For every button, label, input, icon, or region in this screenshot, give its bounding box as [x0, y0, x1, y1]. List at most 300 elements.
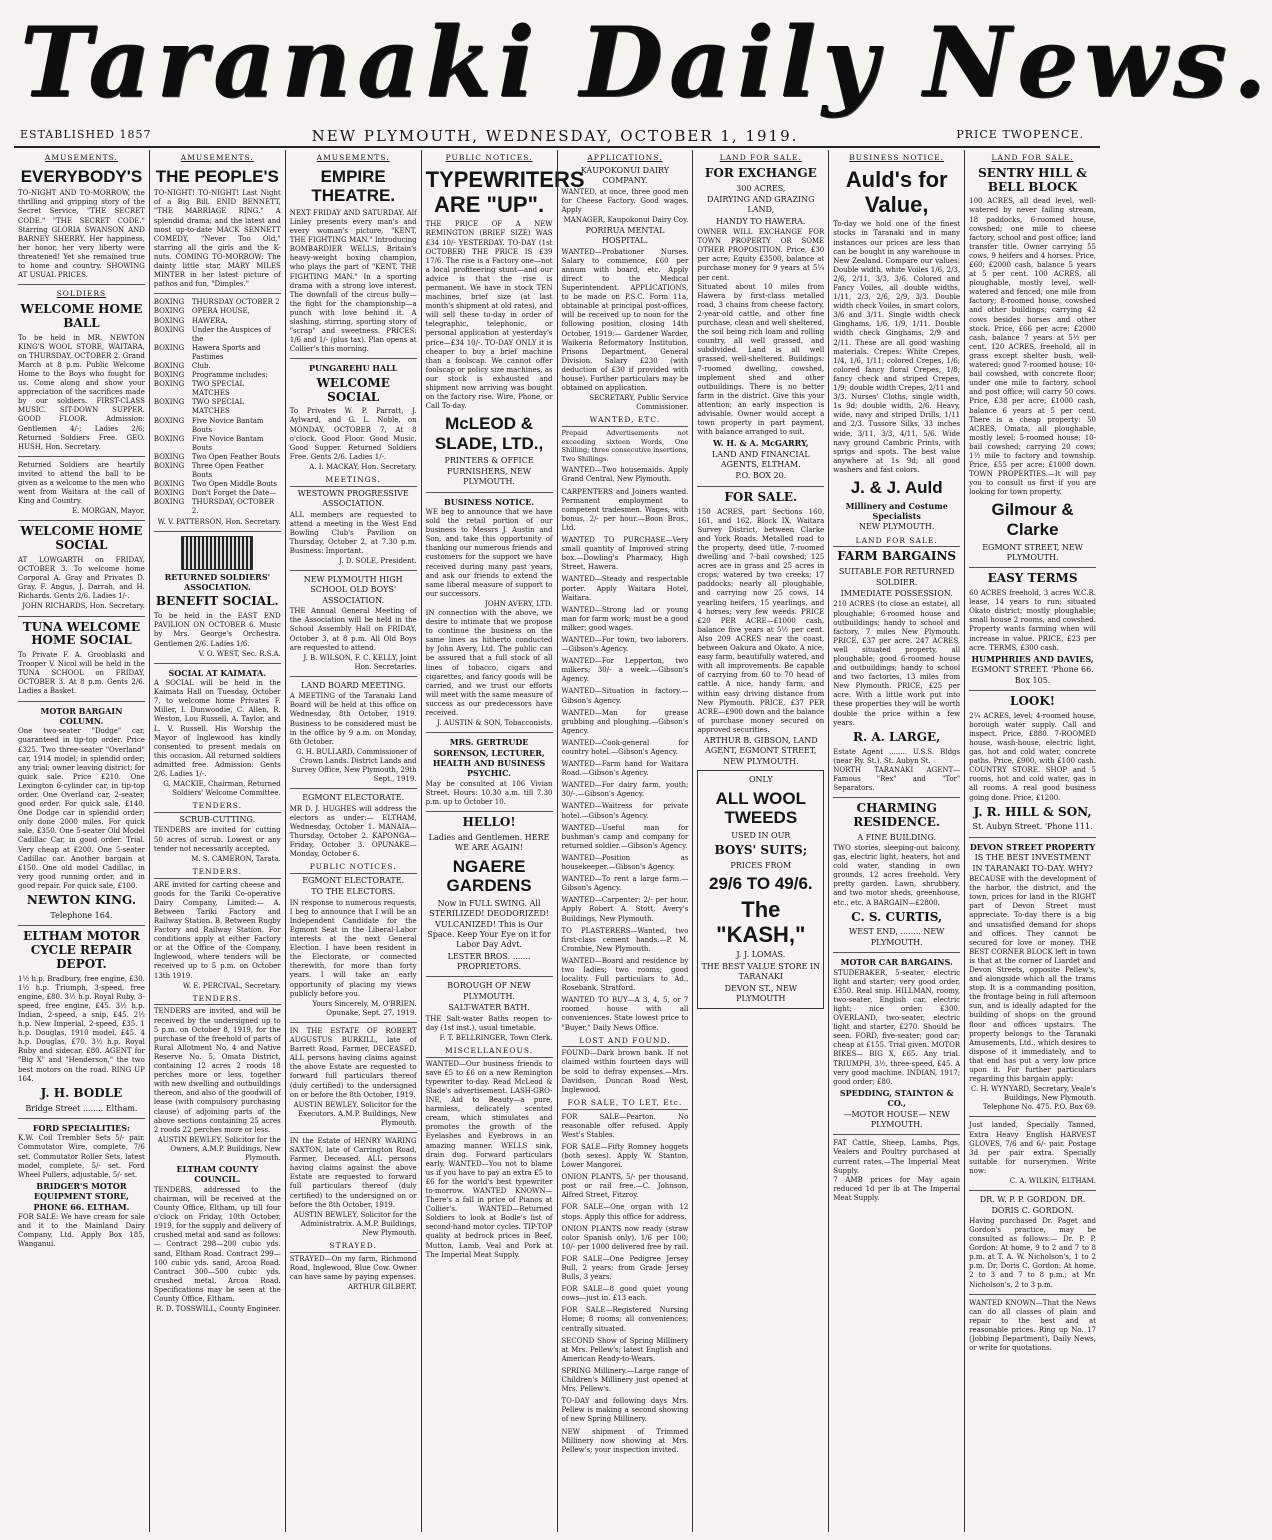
ad-title: WELCOME SOCIAL: [316, 375, 390, 404]
classified-item: FOR SALE—Fifty Romney hoggets (both sexes). Apply W. Stanton, Lower Mangorei.: [561, 1142, 689, 1170]
ad-title: FOR SALE.: [724, 489, 798, 504]
ad-body: To Private F. A. Grooblaski and Trooper V. Nicol will be held in the TUNA SCHOOL on FRIDAY, OCTOBER 3. At 8 p.m. Gents 2/6. Ladies a Basket.: [18, 651, 145, 696]
classified-item: CARPENTERS and Joiners wanted. Permanent employment to competent tradesmen. Wages, with bonus, 2/- per hour.—Boon Bros., Ltd.: [561, 487, 689, 532]
ad-body: A SOCIAL will be held in the Kaimata Hall on Tuesday, October 7, to welcome home Privates F. Miller, I. Dunwoodie, C. Allen, R. Weston, Lou Russell, A. Taylor, and L. V. Russell. His Worship the Mayor of Inglewood has kindly consented to present medals on this occasion. All returned soldiers admitted free. Admission: Gents 2/6. Ladies 1/-.: [153, 679, 281, 779]
ad-signature: AUSTIN BEWLEY, Solicitor for the Administratrix. A.M.P. Buildings, New Plymouth.: [293, 1210, 417, 1237]
boxing-row: [154, 326, 281, 344]
boxing-cell: BOXING: [153, 325, 185, 334]
divider: [154, 531, 281, 532]
boxing-cell: BOXING: [153, 361, 185, 370]
boxing-row: [154, 435, 281, 453]
ad-address: Bridge Street ........ Eltham.: [25, 1103, 138, 1113]
ad-signature: F. T. BELLRINGER, Town Clerk.: [439, 1033, 553, 1042]
boxing-cell: Club.: [191, 361, 211, 370]
section-head: AMUSEMENTS.: [180, 153, 254, 162]
ad-signature: JOHN RICHARDS, Hon. Secretary.: [22, 602, 145, 611]
ad-signature: ARTHUR GILBERT.: [347, 1283, 417, 1292]
column-6: [692, 150, 828, 1532]
section-head: LAND FOR SALE.: [719, 153, 802, 162]
ad-body: ARE invited for carting cheese and goods for the Tariki Co-operative Dairy Company, Limited:— A. Between Tariki Factory and Railway Station. B. Between Rugby Factory and Railway Station. For conditions apply at either Factory or at the Office of the Company, Inglewood, where tenders will be received up to 5 p.m. on October 13th 1919.: [153, 880, 281, 980]
ad-subtitle: LAND AND FINANCIAL AGENTS, ELTHAM.: [711, 449, 810, 470]
section-head: WANTED, ETC.: [562, 415, 689, 427]
ad-body: FAT Cattle, Sheep, Lambs, Pigs, Vealers and Poultry purchased at current rates.—The Imperial Meat Supply.: [833, 1139, 961, 1175]
ad-body: FOR SALE: We have cream for sale and it to the Mainland Dairy Company, Ltd. Apply Box 185, Wanganui.: [18, 1212, 145, 1249]
masthead-title: Taranaki Daily News.: [20, 6, 1272, 119]
columns: [14, 150, 1100, 1532]
boxing-row: [154, 398, 281, 416]
section-head: PUBLIC NOTICES.: [290, 862, 417, 874]
boxing-cell: BOXING: [153, 298, 185, 307]
ad-body: 7 AMB prices for May again reduced 1d per lb at The Imperial Meat Supply.: [833, 1175, 961, 1202]
notice-signature: E. MORGAN, Mayor.: [72, 507, 145, 516]
ad-title: WELCOME HOME BALL: [20, 301, 143, 330]
boxing-cell: BOXING: [153, 316, 185, 325]
ad-body: WANTED KNOWN—That the News can do all classes of plain and repair to the best and at reasonable prices. Ring up No. 17 (Jobbing Department), Daily News, or write for quotations.: [969, 1298, 1096, 1353]
divider: [18, 701, 145, 702]
ad-title: BRIDGER'S MOTOR EQUIPMENT STORE, PHONE 66. ELTHAM.: [33, 1180, 130, 1212]
ad-signature: V. O. WEST, Sec. R.S.A.: [198, 649, 281, 658]
classified-item: WANTED—For town, two laborers.—Gibson's Agency.: [561, 635, 689, 654]
boxing-cell: HAWERA,: [191, 316, 228, 325]
ad-subtitle: ONLY: [748, 775, 773, 785]
classified-item: FOR SALE—Registered Nursing Home; 8 rooms; all conveniences; centrally situated.: [561, 1306, 689, 1333]
section-head: LOST AND FOUND.: [562, 1036, 689, 1048]
ad-body: Situated about 10 miles from Hawera by first-class metalled road, 3 chains from cheese factory, 2-year-old cattle, and other fine purchase, clean and well sheltered, the soil being rich loam and rolling country, all well grassed, and subdivided. Land is all well grassed, well-sheltered. Buildings: 7-roomed dwelling, cowshed, implement shed and other outbuildings. There is no better farm in the district. Give this your attention; an early inspection is advisable. Owner would accept a town property in part payment, with balance arranged to suit.: [697, 282, 825, 437]
ad-body: FOUND—Dark brown bank. If not claimed within fourteen days will be sold to defray expenses.—Mrs. Davidson, Duncan Road West, Inglewood.: [561, 1049, 689, 1094]
ad-title: NEWTON KING.: [26, 893, 136, 908]
ad-body: Estate Agent ........ U.S.S. Bldgs (near Ry. St.). St. Aubyn St.: [833, 747, 961, 765]
ad-title: NEW PLYMOUTH HIGH SCHOOL OLD BOYS' ASSOCIATION.: [303, 575, 403, 605]
ad-title: W. H. & A. McGARRY,: [713, 438, 809, 449]
boxing-cell: Programme includes:: [191, 371, 268, 380]
classified-item: WANTED—Carpenter; 2/- per hour. Apply Robert A. Stott, Avery's Buildings, New Plymouth.: [561, 896, 689, 923]
classified-item: WANTED—Useful man for bushman's camp and company for returned soldier.—Gibson's Agency.: [561, 823, 689, 850]
boxing-row: [154, 344, 281, 362]
ad-body: ALL members are requested to attend a meeting in the West End Bowling Club's Pavilion on Thursday, October 2, at 7.30 p.m. Business: Important.: [289, 510, 417, 555]
ad-body: Having purchased Dr. Paget and Gordon's practice, may be consulted as follows:— Dr. P. P. Gordon: At home, 9 to 2 and 7 to 8 p.m. at T. A. W. Nicholson's, 1 to 2 p.m. Dr. Doris C. Gordon: At home, 2 to 3 and 7 to 8 p.m.; at Mr. Nicholson's, 2 to 3 p.m.: [969, 1216, 1096, 1289]
section-head: BUSINESS NOTICE.: [444, 496, 535, 507]
divider: [18, 1118, 145, 1119]
ad-signature: SECRETARY, Public Service Commissioner.: [589, 394, 689, 412]
ad-title: The "KASH,": [716, 896, 806, 948]
ad-title: PORIRUA MENTAL HOSPITAL.: [585, 225, 665, 246]
wanted-list: [562, 466, 689, 1032]
ad-intro: Prepaid Advertisements not exceeding sixteen Words, One Shilling; three consecutive insertions, Two Shillings.: [561, 429, 689, 463]
ad-body: Now in FULL SWING. All STERILIZED! DEODORIZED! VULCANIZED! This is Our Space. Keep Your Eye on it for Labor Day Advt.: [427, 898, 551, 950]
divider: [969, 1190, 1096, 1191]
ad-subtitle: IS THE BEST INVESTMENT IN TARANAKI TO-DAY. WHY?: [972, 853, 1093, 873]
boxing-row: [154, 307, 281, 316]
classified-item: FOR SALE—8 good quiet young cows—just in. £13 each.: [561, 1285, 689, 1303]
ad-title: MOTOR CAR BARGAINS.: [840, 957, 953, 968]
ad-title: WELCOME HOME SOCIAL: [20, 524, 143, 553]
ad-signature: G. MACKIE, Chairman, Returned Soldiers' Welcome Committee.: [163, 780, 281, 798]
ad-body: TENDERS, addressed to the chairman, will be received at the County Office, Eltham, up till four o'clock on Friday, 10th October, 1919, for the supply and delivery of crushed metal and sand as follows:— Contract 298—200 cubic yds. sand, Eltham Road. Contract 299—100 cubic yds. sand, Arcoa Road. Contract 300—500 cubic yds. crushed metal, Arcoa Road. Specifications may be seen at the County Office, Eltham.: [153, 1185, 281, 1303]
ad-address: EGMONT STREET. 'Phone 66. Box 105.: [971, 665, 1094, 685]
classified-item: TO-DAY and following days Mrs. Pellew is making a second showing of new Spring Millinery.: [561, 1397, 689, 1424]
ad-body: WANTED, at once, three good men for Cheese Factory. Good wages. Apply: [561, 187, 689, 214]
ad-body: THE BEST VALUE STORE IN TARANAKI: [701, 961, 821, 982]
boxing-row: [154, 371, 281, 380]
ad-body: To be held in the EAST END PAVILION ON OCTOBER 6. Music by Mrs. George's Orchestra. Gentlemen 2/6. Ladies 1/6.: [153, 612, 281, 648]
boxing-cell: BOXING: [153, 498, 185, 507]
ad-title: HUMPHRIES AND DAVIES,: [971, 653, 1094, 664]
ad-body: 210 ACRES (to close an estate), all ploughable; 6-roomed house and outbuildings; handy to school and factory, 7 miles New Plymouth. PRICE, £37 per acre. 247 ACRES, well situated property, all ploughable; good 6-roomed house and outbuildings; handy to school and two factories, 13 miles from New Plymouth. PRICE, £25 per acre. With a little work put into these properties they will be worth double the price within a few years.: [833, 600, 961, 727]
ad-subtitle: SUITABLE FOR RETURNED SOLDIER.: [838, 567, 955, 587]
ad-title: FOR EXCHANGE: [704, 165, 817, 180]
boxing-cell: Two Open Middle Bouts: [191, 480, 278, 489]
ad-body: To Privates W. P. Parratt, J. Aylward, and G. L. Noble, on MONDAY, OCTOBER 7, At 8 o'clock. Good Floor. Good Music. Good Supper. Returned Soldiers Free. Gents 2/6. Ladies 1/-.: [289, 407, 417, 461]
dateline: NEW PLYMOUTH, WEDNESDAY, OCTOBER 1, 1919.: [311, 127, 799, 145]
classified-item: WANTED—Man for grease grubbing and ploughing.—Gibson's Agency.: [561, 708, 689, 735]
boxing-row: [154, 362, 281, 371]
ad-title: MRS. GERTRUDE SORENSON, LECTURER, HEALTH AND BUSINESS PSYCHIC.: [432, 737, 546, 779]
classified-item: ONION PLANTS now ready (straw color Spanish only), 1/6 per 100; 10/- per 1000 delivered free by rail.: [561, 1224, 689, 1251]
ad-body: WE beg to announce that we have sold the retail portion of our business to Messrs J. Austin and Son, and take this opportunity of thanking our numerous friends and customers for the support we have received during many past years, and ask our friends to extend the same liberal measure of support to our successors.: [425, 507, 553, 598]
classified-item: NEW shipment of Trimmed Millinery now showing at Mrs. Pellew's; your inspection invited.: [561, 1427, 689, 1454]
section-head: APPLICATIONS.: [587, 153, 663, 162]
divider: [18, 284, 145, 285]
boxing-cell: TWO SPECIAL MATCHES: [191, 380, 245, 398]
boxing-row: [154, 298, 281, 307]
ad-subtitle: J. J. LOMAS.: [736, 950, 786, 960]
boxing-row: [154, 498, 281, 516]
ad-signature: Yours Sincerely, M. O'BRIEN. Opunake, Sept. 27, 1919.: [312, 999, 417, 1017]
ad-signature: ARTHUR B. GIBSON, LAND AGENT, EGMONT STREET, NEW PLYMOUTH.: [703, 735, 818, 766]
ad-title: TUNA WELCOME HOME SOCIAL: [22, 619, 141, 648]
ad-title: PUNGAREHU HALL: [308, 363, 398, 374]
boxing-cell: Under the Auspices of the: [191, 325, 271, 343]
ad-body: K.W. Coil Trembler Sets 5/- pair. Commutator Wire, complete, 7/6 set. Commutator Roller Sets, latest model, complete, 5/- set. Ford Wheel Pullers, adjustable, 5/- set.: [18, 1134, 145, 1179]
ad-signature: W. E. PERCIVAL, Secretary.: [182, 981, 281, 990]
classified-item: WANTED—Steady and respectable porter. Apply Waitara Hotel, Waitara.: [561, 575, 689, 602]
divider: [290, 1132, 417, 1133]
ad-title: McLEOD & SLADE, LTD.,: [434, 414, 544, 453]
ad-title: DEVON STREET PROPERTY: [969, 841, 1096, 852]
boxing-cell: BOXING: [153, 416, 185, 425]
ad-body: IN the Estate of HENRY WARING SAXTON, late of Carrington Road, Farmer, Deceased. ALL persons having claims against the above Estate are requested to forward full particulars thereof (duly certified) to the undersigned on or before the 8th October, 1919.: [289, 1136, 417, 1209]
ad-title: DR. W. P. P. GORDON. DR. DORIS C. GORDON.: [979, 1195, 1086, 1215]
boxing-row: [154, 480, 281, 489]
ad-signature: MANAGER, Kaupokonui Dairy Coy.: [563, 215, 689, 224]
divider: [290, 676, 417, 677]
ad-title: SENTRY HILL & BELL BLOCK: [978, 165, 1088, 194]
ad-title: BENEFIT SOCIAL.: [155, 594, 279, 609]
boxing-cell: BOXING: [153, 371, 185, 380]
ad-title: THE PEOPLE'S: [155, 166, 279, 186]
ad-title: NGAERE GARDENS: [446, 856, 532, 896]
ad-body: 1½ h.p. Bradbury, free engine, £30. 1½ h.p. Triumph, 3-speed, free engine, £80. 3½ h.p. Royal Ruby, 3-speed, free engine, £45. 3½ h.p. Indian, 2-speed, a snip, £45. 2½ h.p. New Imperial, 2-speed, £35. 1 h.p. Douglas, 1910 model, £45. 4 h.p. Douglas, £70. 3½ h.p. Royal Ruby and sidecar, £80. AGENT for "Big X" and "Henderson," the two best motors on the road. RING UP 164.: [18, 974, 145, 1083]
ad-title: J. & J. Auld: [850, 477, 943, 497]
ad-body: IN THE ESTATE OF ROBERT AUGUSTUS BURKILL, late of Barrett Road, Farmer, DECEASED. ALL persons having claims against the above Estate are requested to forward full particulars thereof (duly certified) to the undersigned on or before the 8th October, 1919.: [289, 1026, 417, 1099]
column-8: [964, 150, 1100, 1532]
boxing-cell: TWO SPECIAL MATCHES: [191, 398, 245, 416]
classified-item: FOR SALE—Pearton. No reasonable offer refused. Apply West's Stables.: [561, 1112, 689, 1139]
boxing-row: [154, 462, 281, 480]
ad-title: Gilmour & Clarke: [991, 500, 1074, 539]
divider: [969, 1294, 1096, 1295]
boxing-cell: Five Novice Bantam Bouts: [191, 434, 264, 452]
ad-title: LOOK!: [1010, 693, 1056, 708]
ad-title: ALL WOOL TWEEDS: [715, 788, 806, 828]
classified-item: FOR SALE—One Pedigree Jersey Bull, 2 years; from Grade Jersey Bulls, 3 years.: [561, 1254, 689, 1282]
boxing-cell: BOXING: [153, 307, 185, 316]
boxing-cell: BOXING: [153, 480, 185, 489]
ad-address: WEST END, ........ NEW PLYMOUTH.: [848, 927, 945, 947]
column-2: [149, 150, 285, 1532]
divider: [697, 486, 824, 487]
divider: [969, 1116, 1096, 1117]
ad-title: J. R. HILL & SON,: [973, 804, 1092, 819]
section-head: SOLDIERS: [56, 289, 107, 299]
ad-signature: W. V. PATTERSON, Hon. Secretary.: [157, 517, 281, 526]
ad-signature: C. H. WYNYARD, Secretary, Veale's Buildings, New Plymouth. Telephone No. 475. P.O. Box 69.: [970, 1085, 1096, 1112]
ad-subtitle: Ladies and Gentlemen. HERE WE ARE AGAIN!: [428, 832, 550, 853]
divider: [833, 952, 960, 953]
kash-ad: [697, 770, 824, 1009]
ad-body: 60 ACRES freehold, 3 acres W.C.R. lease, 14 years to run; situated Okato district; mostly ploughable; small house 2 rooms, and cowshed. Property wants farming when will increase in value. PRICE, £23 per acre. TERMS, £300 cash.: [969, 589, 1096, 652]
divider: [833, 1134, 960, 1135]
ad-subtitle: PRINTERS & OFFICE FURNISHERS, NEW PLYMOUTH.: [444, 456, 534, 487]
boxing-cell: Two Open Feather Bouts: [191, 452, 280, 461]
classified-item: TO PLASTERERS—Wanted, two first-class cement hands.—P. M. Crombie, New Plymouth.: [561, 926, 689, 953]
ad-subtitle: 300 ACRES,: [736, 183, 786, 193]
ad-body: TENDERS are invited, and will be received by the undersigned up to 5 p.m. on October 8, 1919, for the purchase of the freehold of parts of Rural Allotment No. 4 and Native Reserve No. 5, Omata District, containing 12 acres 2 roods 18 perches more or less, together with new dwelling and outbuildings thereon, and also of the goodwill of lease (with compulsory purchasing clause) of adjoining parts of the above sections containing 25 acres 2 roods 22 perches more or less.: [153, 1007, 281, 1134]
classified-item: WANTED—To rent a large farm.—Gibson's Agency.: [561, 875, 689, 893]
boxing-cell: BOXING: [153, 452, 185, 461]
ad-body: TWO stories, sleeping-out balcony, gas, electric light, heaters, hot and cold water, standing in own grounds, 12 acres freehold. Very pretty garden. Lawn, shrubbery, and two motor sheds, greenhouse, etc., etc. A BARGAIN—£2800.: [833, 843, 961, 907]
section-head: LAND FOR SALE.: [833, 536, 960, 548]
ad-subtitle: PRICES FROM: [730, 860, 792, 870]
boxing-cell: Five Novice Bantam Bouts: [191, 416, 264, 434]
boxing-cell: BOXING: [153, 398, 185, 407]
boxing-cell: BOXING: [153, 489, 185, 498]
divider: [833, 797, 960, 798]
divider: [426, 976, 553, 977]
ad-title: EMPIRE THEATRE.: [311, 166, 396, 206]
ad-body: NORTH TARANAKI AGENT— Famous "Rex" and "Tor" Separators.: [833, 765, 961, 792]
ad-body: 100 ACRES, all dead level, well-watered by never failing stream, 18 paddocks, 6-roomed house, cowshed; one mile to cheese factory, school and post office; land transfer title. Owner carrying 55 cows, 9 heifers and 4 horses. Price, £60; £2000 cash, balance 5 years at 5 per cent. 100 ACRES, all ploughable, mostly level, well-watered and fenced; one mile from factory; 8-roomed house, cowshed and other buildings; carrying 42 cows besides horses and other stock. Price, £66 per acre; £2000 cash, balance 7 years at 5½ per cent. 120 ACRES, freehold, all in grass except shelter bush, well-watered; good 7-roomed house; 10-bail cowshed, with concrete floor; under one mile to factory, school and post office; will carry 50 cows. Price, £38 per acre; £1000 cash, balance 6 years at 5 per cent. There is a cheap property: 50 ACRES, Omata, all ploughable, mostly level; 5-roomed house; 10-bail cowshed; carrying 20 cows; 1½ mile to factory and township. Price, £55 per acre; £1000 down. TOWN PROPERTIES.—It will pay you to consult us first if you are looking for town property.: [969, 197, 1096, 497]
boxing-row: [154, 417, 281, 435]
ad-address: EGMONT STREET, NEW PLYMOUTH.: [982, 542, 1083, 562]
ad-body: WANTED—Our business friends to save £5 to £6 on a new Remington typewriter to-day. Read McLeod & Slade's advertisement. LASH-GRO-INE, Aid to Beauty—a pure, harmless, delicately scented cream, which stimulates and promotes the growth of the Eyelashes and Eyebrows in an amazing manner. WELLS sink, drain dug. Forward particulars early. WANTED—You not to blame us if you have to pay an extra £5 to £6 for the world's best typewriter to-morrow. WANTED KNOWN—There's a fall in price of Pianos at Collier's. WANTED—Returned Soldiers to look at Bodle's list of second-hand motor cycles. TIP-TOP quality at bedrock prices in Beef, Mutton, Lamb, Veal and Pork at The Imperial Meat Supply.: [425, 1059, 553, 1259]
classified-item: WANTED—Farm hand for Waitara Road.—Gibson's Agency.: [561, 760, 689, 778]
ad-body: One two-seater "Dodge" car, guaranteed in tip-top order. Price £325. Two three-seater "Overland" car, 1914 model; in splendid order; any trial; owner leaving district; for quick sale. Price £210. One Lexington 6-cylinder car, in tip-top order. One Overland car, 2-seater, good order. For quick sale, £140. One Dodge car in splendid order; only done 2000 miles. For quick sale, £350. One 5-seater Old Model Cadillac Car, in good order. Trial. Very cheap at £200. One 5-seater Cadillac car. Another bargain at £150. One old model Cadillac, in very good running order, and in good repair. For quick sale, £100.: [18, 727, 145, 890]
section-head: STRAYED.: [290, 1241, 417, 1253]
ad-title: EGMONT ELECTORATE.: [302, 875, 405, 885]
ad-subtitle: P.O. BOX 20.: [735, 471, 787, 481]
ad-body: STRAYED—On my farm, Richmond Road, Inglewood, Blue Cow. Owner can have same by paying expenses.: [289, 1254, 417, 1281]
classified-item: WANTED—Cook-general for country hotel.—Gibson's Agency.: [561, 738, 689, 756]
ad-body: NEXT FRIDAY AND SATURDAY. Alf Linley presents every man's and every woman's picture, "KENT, THE FIGHTING MAN." Introducing BOMBARDIER WELLS, Britain's heavy-weight boxing champion, who plays the part of "KENT, THE FIGHTING MAN." In a sporting drama with a strong love interest. The downfall of the circus bully—the fight for the championship—a punch with love behind it. A slashing, stirring, sporting story of "scrap" and sweetness. PRICES: 1/6 and 1/- (plus tax). Plan opens at Collier's this morning.: [289, 208, 417, 354]
ad-subtitle: TO THE ELECTORS.: [311, 887, 396, 897]
divider: [290, 358, 417, 359]
ad-title: BOROUGH OF NEW PLYMOUTH.: [447, 981, 531, 1001]
column-7: [828, 150, 964, 1532]
ad-title: ELTHAM COUNTY COUNCIL.: [176, 1164, 259, 1185]
ad-subtitle: DAIRYING AND GRAZING LAND,: [707, 194, 815, 215]
boxing-row: [154, 380, 281, 398]
ad-body: A MEETING of the Taranaki Land Board will be held at this office on Wednesday, 8th October, 1919. Business to be considered must be in the office by 9 a.m. on Monday, 6th October.: [289, 692, 417, 746]
ad-body: IN response to numerous requests, I beg to announce that I will be an Independent Candidate for the Egmont Seat in the Liberal-Labor interests at the next General Election. I have been resident in the Electorate, or connected therewith, for more than forty years. I will take an early opportunity of placing my views publicly before you.: [289, 898, 417, 998]
ad-title: LAND BOARD MEETING.: [300, 680, 406, 690]
ad-signature: A. I. MACKAY, Hon. Secretary.: [309, 462, 417, 471]
ad-body: THE Annual General Meeting of the Association will be held in the School Assembly Hall on FRIDAY, October 3, at 8 p.m. All Old Boys are requested to attend.: [289, 607, 417, 652]
ad-title: EGMONT ELECTORATE.: [302, 793, 405, 803]
ad-title: R. A. LARGE,: [853, 729, 941, 744]
divider: [426, 732, 553, 733]
ad-title: SPEDDING, STAINTON & CO.,: [839, 1087, 954, 1109]
ad-signature: J. D. SOLE, President.: [339, 556, 417, 565]
boxing-cell: OPERA HOUSE,: [191, 307, 250, 316]
classified-item: WANTED—Two housemaids. Apply Grand Central, New Plymouth.: [561, 466, 689, 484]
ad-subtitle: HANDY TO HAWERA.: [716, 216, 806, 226]
ad-title: HELLO!: [462, 815, 516, 830]
ad-body: TO-NIGHT! TO-NIGHT! Last Night of a Big Bill. ENID BENNETT, "THE MARRIAGE RING." A splendid drama; and the latest and most up-to-date MACK SENNETT COMEDY, "Never Too Old," starring all the girls and the K-nuts. COMING TO-MORROW: The dainty little star, MARY MILES MINTER in her latest picture of pathos and fun, "Dimples.": [153, 189, 281, 289]
divider: [426, 811, 553, 812]
classified-item: WANTED—Strong lad or young man for farm work; must be a good milker; good wages.: [561, 605, 689, 632]
column-5: [557, 150, 693, 1532]
ad-body: Just landed, Specially Tanned, Extra Heavy English HARVEST GLOVES, 7/6 and 6/- pair. Postage 3d per pair extra. Specially suitable for nurserymen. Write now:: [969, 1121, 1096, 1175]
ad-body: OWNER WILL EXCHANGE FOR TOWN PROPERTY OR SOME OTHER PROPOSITION. Price, £30 per acre; Equity £3500, balance at purchase money for 9 years at 5¼ per cent.: [697, 228, 825, 282]
classified-item: WANTED—Situation in factory.—Gibson's Agency.: [561, 687, 689, 705]
ad-title: WESTOWN PROGRESSIVE ASSOCIATION.: [297, 488, 409, 509]
classified-item: SPRING Millinery.—Large range of Children's Millinery just opened at Mrs. Pellew's.: [561, 1366, 689, 1394]
ad-signature: LESTER BROS. ....... PROPRIETORS.: [447, 951, 531, 972]
boxing-cell: THURSDAY, OCTOBER 2.: [191, 498, 275, 516]
divider: [969, 567, 1096, 568]
section-head: FORD SPECIALITIES:: [32, 1122, 130, 1133]
ad-subtitle: A FINE BUILDING.: [857, 832, 937, 842]
ad-subtitle: IMMEDIATE POSSESSION.: [840, 589, 953, 599]
classified-item: WANTED TO BUY—A 3, 4, 5, or 7 roomed house with all conveniences. State lowest price to "Buyer," Daily News Office.: [561, 996, 689, 1032]
classified-item: SECOND Show of Spring Millinery at Mrs. Pellew's; latest English and American Ready-to-Wears.: [561, 1336, 689, 1363]
ad-title: EVERYBODY'S: [20, 166, 143, 186]
section-head: LAND FOR SALE.: [991, 153, 1074, 162]
ad-body: BECAUSE with the development of the harbor, the district, and the town, prices for land in the RIGHT part of Devon Street must appreciate. To-day there is a big and unsatisfied demand for shops and offices. They cannot be secured for love or money. THE BEST CORNER BLOCK left in town is that at the corner of Liardet and Devon Streets, opposite Pellew's, and alongside which all the trams stop. It is a commanding position, the frontage being in full afternoon sun, and is ideally adapted for the building of shops on the ground floor and offices upstairs. The property belongs to the Taranaki Amusements, Ltd., which desires to dispose of it immediately, and to that end has put a very low price upon it. For further particulars regarding this bargain apply:: [969, 875, 1097, 1084]
divider: [154, 293, 281, 294]
divider: [18, 925, 145, 926]
ad-body: May be consulted at 106 Vivian Street. Hours: 10.30 a.m. till 7.30 p.m. up to October 10.: [425, 779, 553, 806]
classified-item: WANTED—Position as housekeeper.—Gibson's Agency.: [561, 853, 689, 872]
ad-address: DEVON ST., NEW PLYMOUTH: [724, 983, 797, 1003]
masthead: [0, 0, 1272, 145]
ad-body: TO-NIGHT AND TO-MORROW, the thrilling and gripping story of the Secret Service, "THE SECRET CODE." "THE SECRET CODE." Starring GLORIA SWANSON AND BARNEY SHERRY. Her happiness, her honor, her very liberty were threatened! Yet she remained true to home and country. SHOWING AT USUAL PRICES.: [18, 189, 145, 280]
classified-item: WANTED—Waitress for private hotel.—Gibson's Agency.: [561, 802, 689, 820]
ad-signature: R. D. TOSSWILL, County Engineer.: [156, 1305, 281, 1314]
ad-title: SOCIAL AT KAIMATA.: [168, 667, 267, 678]
ad-body: THE Salt-water Baths reopen to-day (1st inst.), usual timetable.: [425, 1014, 553, 1032]
boxing-cell: Don't Forget the Date—: [191, 489, 277, 498]
ad-signature: J. AUSTIN & SON, Tobacconists.: [437, 719, 553, 728]
ad-signature: AUSTIN BEWLEY, Solicitor for the Executors. A.M.P. Buildings, New Plymouth.: [293, 1100, 417, 1127]
ad-body: MR D. J. HUGHES will address the electors as under:— ELTHAM, Wednesday, October 1. MANAIA—Thursday, October 2. KAPONGA—Friday, October 3. OPUNAKE—Monday, October 6.: [289, 804, 417, 859]
section-head: TENDERS.: [154, 867, 281, 879]
classified-item: FOR SALE—One organ with 12 stops. Apply this office for address.: [561, 1203, 689, 1221]
ad-title: EASY TERMS: [987, 571, 1078, 586]
ad-title: C. S. CURTIS,: [851, 909, 943, 924]
ad-body: STUDEBAKER, 5-seater, electric light and starter; very good order, £350. Real snip. HILLMAN, roomy, two-seater, English car, electric light; nice order; £300. OVERLAND, two-seater, electric light and starter, £270. Should be seen. FORD, five-seater; good car; cheap at £155. Trial given. MOTOR BIKES— BIG X, £65. Any trial. TRIUMPH, 3½, three-speed, £45. A very good machine. INDIAN, 1917; good order; £80.: [833, 968, 961, 1086]
sale-list: [562, 1113, 689, 1455]
ad-title: CHARMING RESIDENCE.: [853, 800, 941, 829]
established-line: ESTABLISHED 1857: [20, 128, 152, 141]
ad-title: ELTHAM MOTOR CYCLE REPAIR DEPOT.: [23, 929, 140, 971]
ad-title: SCRUB-CUTTING.: [179, 815, 256, 825]
section-head: FOR SALE, TO LET, Etc.: [562, 1098, 689, 1110]
section-head: TENDERS.: [154, 994, 281, 1006]
ad-title: TYPEWRITERS ARE "UP".: [425, 166, 585, 218]
ad-subtitle: USED IN OUR: [731, 830, 791, 840]
ad-body: To-day we hold one of the finest stocks in Taranaki and in many instances our prices are less than can be bought in any warehouse in New Zealand. Compare our values: Double width, white Voiles 1/6, 2/3, 2/6, 2/11, 3/3, 3/6. Colored and Fancy Voiles, all double widths, 1/11, 2/3, 2/6, 2/9, 3/3. Double width check Voiles, in smart colors, 3/6 and 3/11. Single width check Ginghams, 1/6, 1/9, 1/11. Double width check Ginghams, 2/9 and 2/11. These are all good washing materials. Crepes: White Crepes, 1/4, 1/6, 1/11; colored Crepes, 1/6; colored fancy floral Crepes, 1/8; fancy check and striped Crepes, 1/9; double width Crepes, 2/11 and 3/3. Nurses' Cloths, single width, 1s 9d; double width, 2/6. Heavy, wide, navy and striped Drills, 1/11 and 2/3. Tussore Silks, 33 inches wide, 3/11, 3/3, 4/11, 5/6. Wide navy ground Cambric Prints, with sprigs and spots. The best value anywhere at 1s 9d; all good washers and fast colors.: [833, 220, 961, 474]
ad-body: To be held in MR. NEWTON KING'S WOOL STORE, WAITARA, on THURSDAY, OCTOBER 2. Grand March at 8 p.m. Public Welcome Home to the Boys who fought for us. Come along and show your appreciation of the sacrifices made by our soldiers. FIRST-CLASS MUSIC. SIT-DOWN SUPPER. GOOD FLOOR. Admission: Gentlemen 4/-; Ladies 2/6; Returned Soldiers Free. GEO. HUSH, Hon. Secretary.: [18, 333, 145, 451]
boxing-row: [154, 453, 281, 462]
ad-title: KAUPOKONUI DAIRY COMPANY.: [580, 165, 670, 186]
ad-title: BOYS' SUITS;: [714, 843, 808, 858]
divider: [290, 1022, 417, 1023]
ad-telephone: Telephone 164.: [50, 910, 113, 920]
boxing-row: [154, 489, 281, 498]
ad-title: J. H. BODLE: [40, 1085, 123, 1100]
masthead-rule: [14, 146, 1100, 148]
boxing-row: [154, 317, 281, 326]
classified-item: WANTED—Board and residence by two ladies; two rooms; good locality. Full particulars to Ad., Rosebank, Stratford.: [561, 956, 689, 993]
ad-signature: M. S. CAMERON, Tarata.: [191, 854, 281, 863]
price-line: PRICE TWOPENCE.: [956, 128, 1084, 141]
section-head: BUSINESS NOTICE.: [849, 153, 945, 162]
section-head: AMUSEMENTS.: [44, 153, 118, 162]
ad-address: NEW PLYMOUTH.: [858, 522, 935, 532]
column-3: [285, 150, 421, 1532]
divider: [426, 492, 553, 493]
boxing-cell: BOXING: [153, 343, 185, 352]
divider: [18, 520, 145, 521]
divider: [154, 663, 281, 664]
ad-subtitle: Millinery and Costume Specialists: [845, 500, 948, 521]
boxing-cell: THURSDAY OCTOBER 2: [191, 298, 280, 307]
divider: [18, 456, 145, 457]
section-head: TENDERS.: [154, 801, 281, 813]
ad-body: TENDERS are invited for cutting 50 acres of scrub. Lowest or any tender not necessarily accepted.: [153, 826, 281, 853]
section-head: MEETINGS.: [290, 475, 417, 487]
classified-item: WANTED—For dairy farm, youth; 30/-.—Gibson's Agency.: [561, 781, 689, 799]
column-4: [421, 150, 585, 1532]
divider: [969, 690, 1096, 691]
boxing-cell: BOXING: [153, 462, 185, 471]
ad-body: 150 ACRES, part Sections 160, 161, and 162, Block IX, Waitara Survey District, between Clarke and York Roads. Metalled road to the property, deed title, 7-roomed dwelling and 7-bail cowshed; 125 acres are in grass and 25 acres in crops; watered by two creeks; 17 paddocks; nearly all ploughable, and carrying now 25 cows, 14 yearling heifers, 15 yearlings, and 4 horses; very few weeds. PRICE £20 PER ACRE—£1000 cash, balance five years at 5½ per cent. Also 209 ACRES near the coast, between Oakura and Okato. A nice, easy farm, beautifully watered, and with all improvements. Be capable of carrying from 60 to 70 head of cattle. A nice, handy farm, and within easy driving distance from New Plymouth. PRICE, £37 PER ACRE—£900 down and the balance of purchase money secured on approved securities.: [697, 507, 825, 734]
classified-item: WANTED TO PURCHASE—Very small quantity of Improved string box.—Dowling's Pharmacy, High Street, Hawera.: [561, 536, 689, 572]
section-head: PUBLIC NOTICES.: [445, 153, 533, 162]
divider: [18, 616, 145, 617]
divider: [969, 837, 1096, 838]
ad-body: AT LOWGARTH on FRIDAY, OCTOBER 3. To welcome home Corporal A. Gray and Privates D. Gray, F. Angus, J. Darrah, and H. Richards. Gents 2/6. Ladies 1/-.: [18, 555, 145, 601]
ad-body: WANTED—Probationer Nurses. Salary to commence, £60 per annum with board, etc. Apply direct to the Medical Superintendent. APPLICATIONS, to be made on P.S.C. Form 11a, obtainable at principal post-offices, will be received up to noon for the following position, closing 14th October, 1919:— Gardener Warder, Waikeria Reformatory Institution, Prisons Department, General Division. Salary £230 (with deduction of £30 if provided with house). Further particulars may be obtained on application.: [561, 247, 689, 393]
price-range: 29/6 TO 49/6.: [708, 874, 813, 894]
section-head: MISCELLANEOUS.: [426, 1046, 553, 1058]
ad-subtitle: —MOTOR HOUSE— NEW PLYMOUTH.: [843, 1109, 950, 1129]
ad-title: Auld's for Value,: [845, 166, 948, 218]
classified-item: ONION PLANTS, 5/- per thousand, post or rail free.—C. Johnson, Alfred Street, Fitzroy.: [561, 1173, 689, 1200]
ad-signature: JOHN AVERY, LTD.: [485, 599, 553, 608]
section-head: RETURNED SOLDIERS' ASSOCIATION.: [164, 571, 271, 593]
ad-subtitle: SALT-WATER BATH.: [448, 1003, 530, 1013]
ad-address: St. Aubyn Street. 'Phone 111.: [972, 822, 1093, 832]
section-head: AMUSEMENTS.: [316, 153, 390, 162]
ad-body: 2¼ ACRES, level; 4-roomed house, borough water supply. Call and inspect. Price, £880. 7-ROOMED house, wash-house, electric light, gas, hot and cold water, concrete paths. Price, £900, with £100 cash. COUNTRY STORE. SHOP and 5 rooms, hot and cold water, gas in all rooms. A real good business going done. Price, £1200.: [969, 711, 1096, 802]
boxing-table: [154, 298, 281, 516]
boxing-cell: Hawera Sports and Pastimes: [191, 343, 261, 361]
crest-image: [181, 536, 253, 570]
boxing-cell: BOXING: [153, 380, 185, 389]
